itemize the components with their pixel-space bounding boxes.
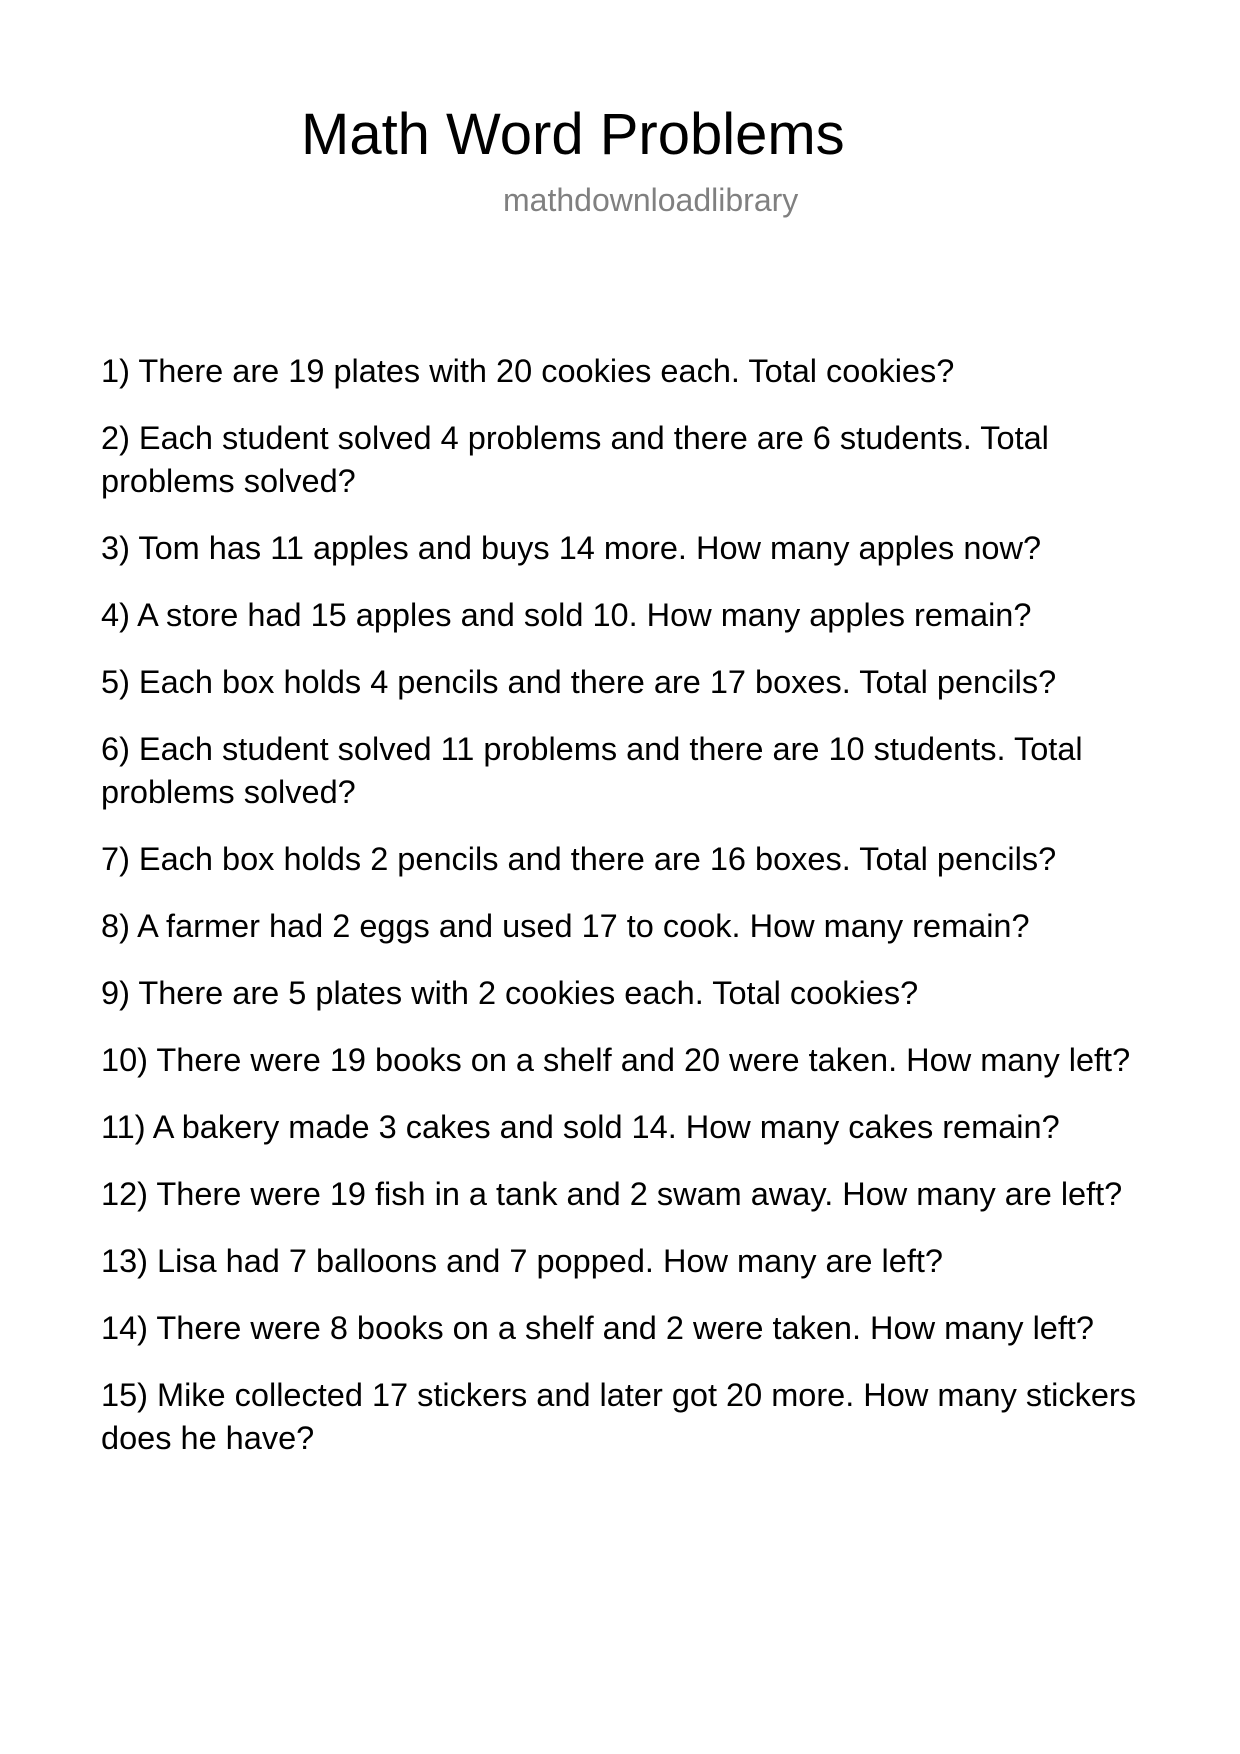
- problem-item: 11) A bakery made 3 cakes and sold 14. How many cakes remain?: [101, 1109, 1060, 1145]
- problem-item: 1) There are 19 plates with 20 cookies each. Total cookies?: [101, 353, 955, 389]
- problem-item: 15) Mike collected 17 stickers and later got 20 more. How many stickers does he have?: [101, 1377, 1137, 1456]
- problem-item: 2) Each student solved 4 problems and there are 6 students. Total problems solved?: [101, 420, 1049, 499]
- problem-item: 6) Each student solved 11 problems and there are 10 students. Total problems solved?: [101, 731, 1083, 810]
- problem-item: 14) There were 8 books on a shelf and 2 were taken. How many left?: [101, 1310, 1095, 1346]
- problem-item: 10) There were 19 books on a shelf and 20 were taken. How many left?: [101, 1042, 1131, 1078]
- problem-item: 8) A farmer had 2 eggs and used 17 to cook. How many remain?: [101, 908, 1030, 944]
- problem-item: 4) A store had 15 apples and sold 10. How many apples remain?: [101, 597, 1032, 633]
- problem-item: 12) There were 19 fish in a tank and 2 swam away. How many are left?: [101, 1176, 1123, 1212]
- problem-item: 13) Lisa had 7 balloons and 7 popped. How many are left?: [101, 1243, 943, 1279]
- problem-item: 3) Tom has 11 apples and buys 14 more. How many apples now?: [101, 530, 1042, 566]
- page-title: Math Word Problems: [301, 102, 845, 167]
- problem-list: [101, 350, 1151, 1484]
- problem-item: 9) There are 5 plates with 2 cookies each. Total cookies?: [101, 975, 919, 1011]
- problem-item: 7) Each box holds 2 pencils and there are 16 boxes. Total pencils?: [101, 841, 1057, 877]
- page-subtitle: mathdownloadlibrary: [503, 182, 799, 218]
- problem-item: 5) Each box holds 4 pencils and there are 17 boxes. Total pencils?: [101, 664, 1057, 700]
